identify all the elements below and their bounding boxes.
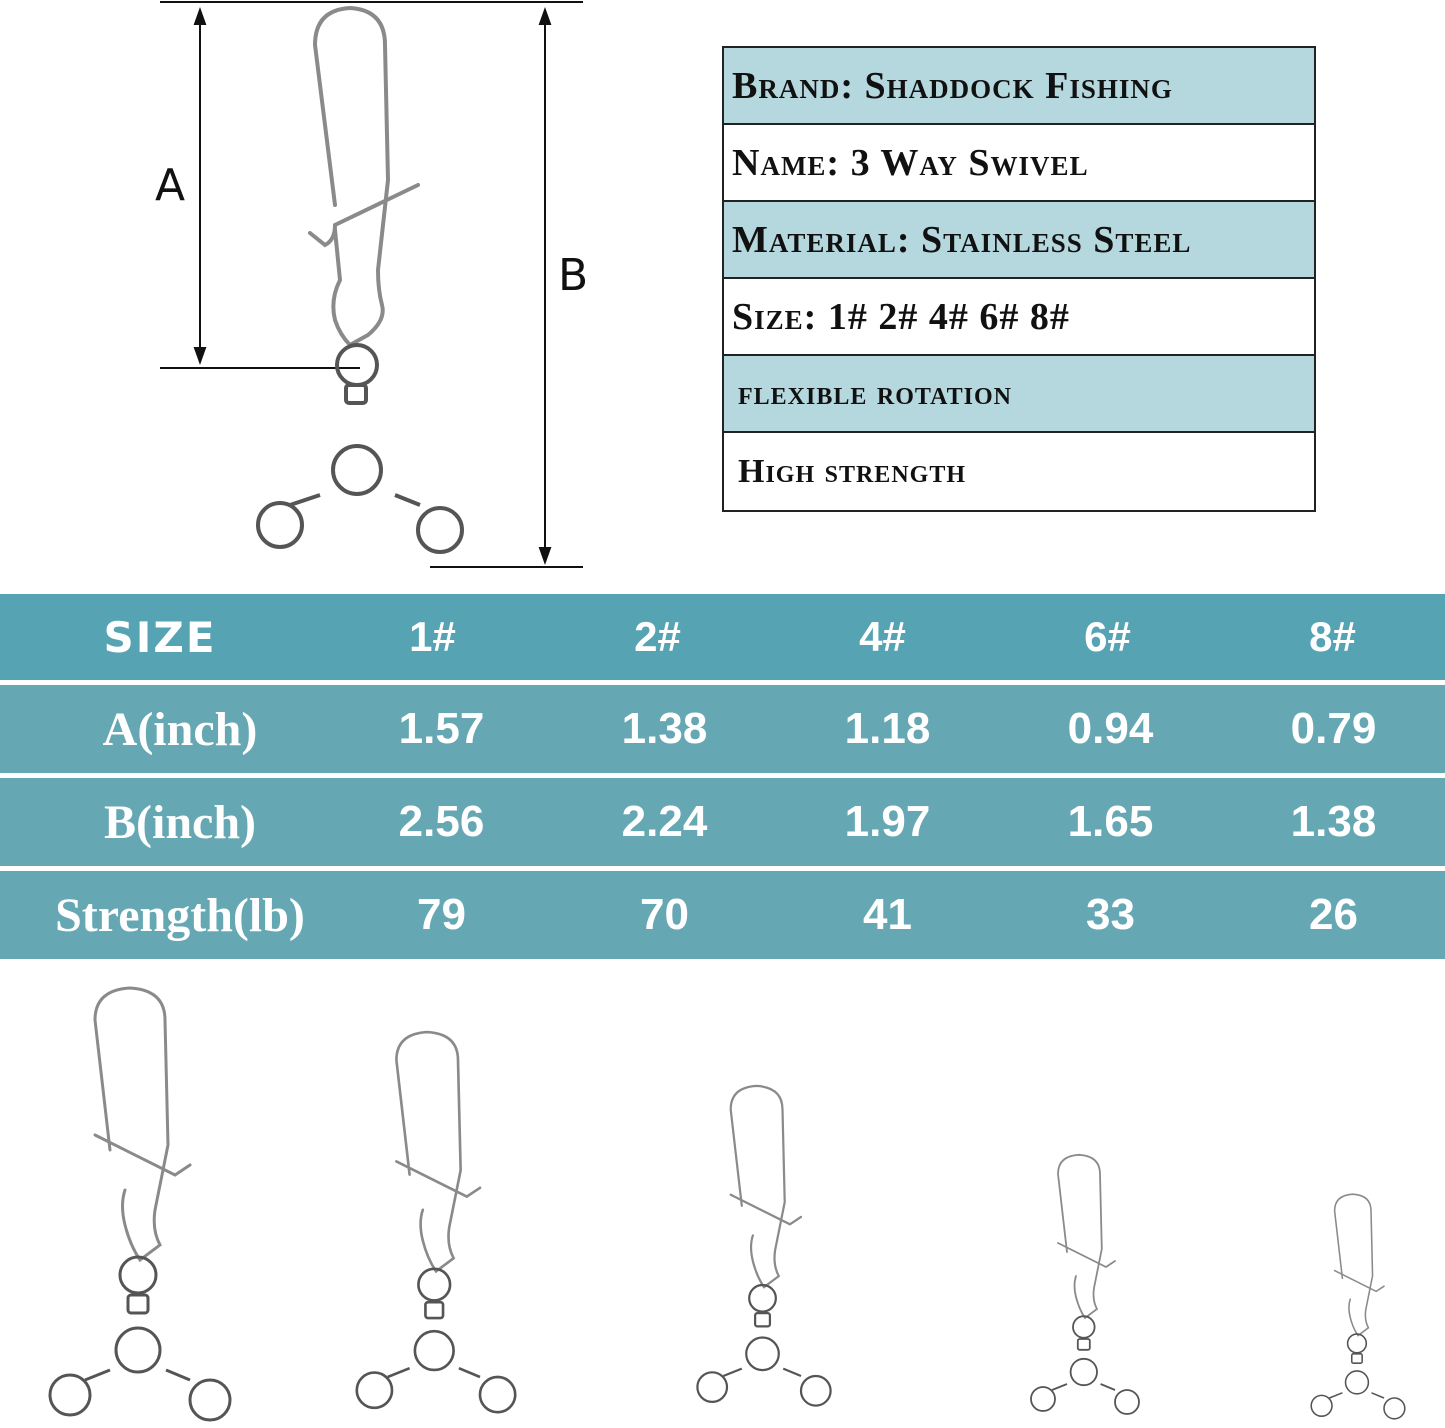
table-row [0, 778, 1445, 866]
row-label: A(inch) [102, 702, 258, 756]
header-col: 6# [1084, 613, 1131, 660]
spec-box [722, 46, 1316, 512]
table-cell: 0.94 [1067, 704, 1154, 753]
table-cell: 1.97 [844, 797, 931, 846]
table-cell: 79 [417, 890, 466, 939]
table-cell: 26 [1309, 890, 1358, 939]
table-cell: 2.56 [398, 797, 485, 846]
table-row [0, 685, 1445, 773]
swivel-size-lineup-icon [0, 975, 1445, 1423]
header-col: 4# [859, 613, 906, 660]
spec-row-material: Material: Stainless Steel [724, 202, 1314, 279]
table-cell: 70 [640, 890, 689, 939]
row-label: B(inch) [103, 795, 256, 849]
size-table [0, 594, 1445, 964]
row-label: Strength(lb) [55, 888, 305, 942]
table-cell: 33 [1086, 890, 1135, 939]
swivel-diagram-icon [150, 0, 600, 580]
table-cell: 41 [863, 890, 912, 939]
dimension-a-label: A [155, 160, 186, 211]
table-row [0, 871, 1445, 959]
dimension-b-label: B [558, 250, 589, 301]
table-cell: 2.24 [621, 797, 708, 846]
table-cell: 1.38 [621, 704, 708, 753]
header-col: 1# [409, 613, 456, 660]
spec-row-high-strength: High strength [738, 452, 966, 490]
dimension-diagram [150, 0, 600, 580]
table-cell: 1.38 [1290, 797, 1377, 846]
product-images [0, 975, 1445, 1423]
table-cell: 1.18 [844, 704, 931, 753]
spec-row-name: Name: 3 Way Swivel [724, 125, 1314, 202]
header-col: 8# [1309, 613, 1356, 660]
header-label: SIZE [103, 612, 217, 662]
table-cell: 1.65 [1067, 797, 1154, 846]
table-cell: 1.57 [398, 704, 485, 753]
header-col: 2# [634, 613, 681, 660]
table-cell: 0.79 [1290, 704, 1377, 753]
spec-row-brand: Brand: Shaddock Fishing [724, 48, 1314, 125]
table-header-row [0, 594, 1445, 680]
spec-row-flexible-rotation: flexible rotation [724, 356, 1314, 433]
spec-row-size: Size: 1# 2# 4# 6# 8# [724, 279, 1314, 356]
